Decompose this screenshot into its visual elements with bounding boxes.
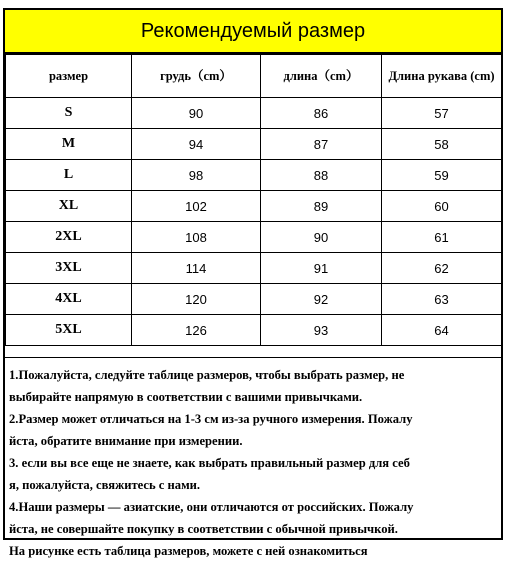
note-line: 2.Размер может отличаться на 1-3 см из-за ручного измерения. Пожалу [9,412,413,426]
length-cell: 90 [261,222,382,253]
size-cell: 5XL [6,315,132,346]
size-cell: XL [6,191,132,222]
chest-cell: 120 [132,284,261,315]
size-cell: M [6,129,132,160]
table-row [6,284,502,315]
length-cell: 89 [261,191,382,222]
header-chest: грудь（cm） [132,55,261,98]
note-line: выбирайте напрямую в соответствии с вашими привычками. [9,390,363,404]
size-cell: 3XL [6,253,132,284]
table-row [6,160,502,191]
length-cell: 87 [261,129,382,160]
chest-cell: 90 [132,98,261,129]
header-length: длина（cm） [261,55,382,98]
size-cell: L [6,160,132,191]
chest-cell: 126 [132,315,261,346]
size-table [5,54,502,346]
length-cell: 92 [261,284,382,315]
chest-cell: 98 [132,160,261,191]
note-line: На рисунке есть таблица размеров, можете с ней ознакомиться [9,544,368,558]
note-line: 1.Пожалуйста, следуйте таблице размеров, чтобы выбрать размер, не [9,368,405,382]
chest-cell: 94 [132,129,261,160]
note-line: я, пожалуйста, свяжитесь с нами. [9,478,201,492]
sleeve-cell: 59 [382,160,502,191]
table-row [6,253,502,284]
length-cell: 91 [261,253,382,284]
chest-cell: 102 [132,191,261,222]
table-row [6,315,502,346]
table-row [6,191,502,222]
sleeve-cell: 63 [382,284,502,315]
sleeve-cell: 64 [382,315,502,346]
chest-cell: 108 [132,222,261,253]
sleeve-cell: 61 [382,222,502,253]
length-cell: 86 [261,98,382,129]
size-cell: 2XL [6,222,132,253]
table-header-row [6,55,502,98]
note-line: 3. если вы все еще не знаете, как выбрать правильный размер для себ [9,456,410,470]
length-cell: 93 [261,315,382,346]
chest-cell: 114 [132,253,261,284]
sleeve-cell: 62 [382,253,502,284]
header-size: размер [6,55,132,98]
note-line: йста, обратите внимание при измерении. [9,434,243,448]
size-cell: 4XL [6,284,132,315]
sleeve-cell: 60 [382,191,502,222]
sleeve-cell: 58 [382,129,502,160]
note-line: 4.Наши размеры — азиатские, они отличаются от российских. Пожалу [9,500,414,514]
length-cell: 88 [261,160,382,191]
size-cell: S [6,98,132,129]
table-row [6,129,502,160]
chart-title: Рекомендуемый размер [5,10,501,54]
table-row [6,222,502,253]
notes-block [5,357,501,558]
header-sleeve-length: Длина рукава (cm) [382,55,502,98]
sleeve-cell: 57 [382,98,502,129]
note-line: йста, не совершайте покупку в соответствии с обычной привычкой. [9,522,398,536]
size-chart [3,8,503,558]
table-row [6,98,502,129]
